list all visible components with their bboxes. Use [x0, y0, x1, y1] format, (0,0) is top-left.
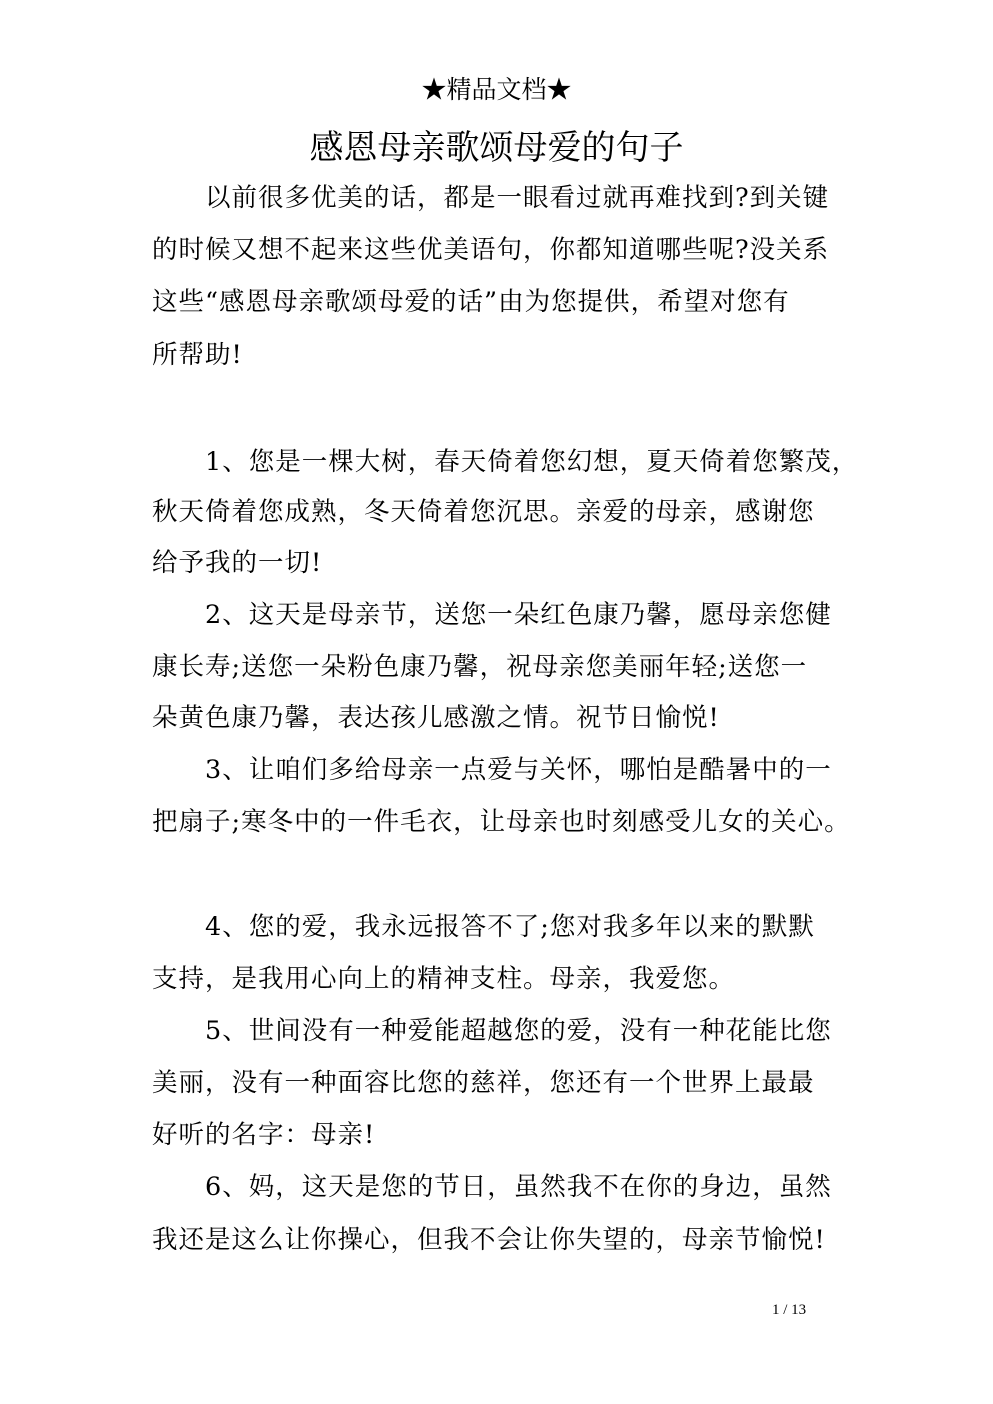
- item-4-line: 支持，是我用心向上的精神支柱。母亲，我爱您。: [152, 964, 736, 994]
- item-2-line: 康长寿;送您一朵粉色康乃馨，祝母亲您美丽年轻;送您一: [152, 652, 808, 682]
- item-3-line: 把扇子;寒冬中的一件毛衣，让母亲也时刻感受儿女的关心。: [152, 807, 851, 837]
- page-number: 1 / 13: [772, 1302, 807, 1318]
- item-6-line: 6、妈，这天是您的节日，虽然我不在你的身边，虽然: [205, 1172, 832, 1202]
- intro-line: 所帮助!: [152, 340, 243, 370]
- header-label: ★精品文档★: [421, 75, 572, 104]
- item-1-line: 给予我的一切!: [152, 548, 323, 578]
- intro-line: 这些“感恩母亲歌颂母爱的话”由为您提供，希望对您有: [152, 287, 790, 317]
- item-2-line: 2、这天是母亲节，送您一朵红色康乃馨，愿母亲您健: [205, 600, 832, 630]
- document-title: 感恩母亲歌颂母爱的句子: [309, 128, 684, 168]
- item-5-line: 好听的名字：母亲!: [152, 1120, 376, 1150]
- item-1-line: 1、您是一棵大树，春天倚着您幻想，夏天倚着您繁茂，: [205, 447, 859, 477]
- intro-line: 以前很多优美的话，都是一眼看过就再难找到?到关键: [205, 183, 830, 213]
- intro-line: 的时候又想不起来这些优美语句，你都知道哪些呢?没关系: [152, 235, 830, 265]
- item-5-line: 美丽，没有一种面容比您的慈祥，您还有一个世界上最最: [152, 1068, 815, 1098]
- item-2-line: 朵黄色康乃馨，表达孩儿感激之情。祝节日愉悦!: [152, 703, 720, 733]
- item-3-line: 3、让咱们多给母亲一点爱与关怀，哪怕是酷暑中的一: [205, 755, 832, 785]
- item-4-line: 4、您的爱，我永远报答不了;您对我多年以来的默默: [205, 912, 815, 942]
- item-1-line: 秋天倚着您成熟，冬天倚着您沉思。亲爱的母亲，感谢您: [152, 497, 815, 527]
- item-6-line: 我还是这么让你操心，但我不会让你失望的，母亲节愉悦!: [152, 1225, 826, 1255]
- item-5-line: 5、世间没有一种爱能超越您的爱，没有一种花能比您: [205, 1016, 832, 1046]
